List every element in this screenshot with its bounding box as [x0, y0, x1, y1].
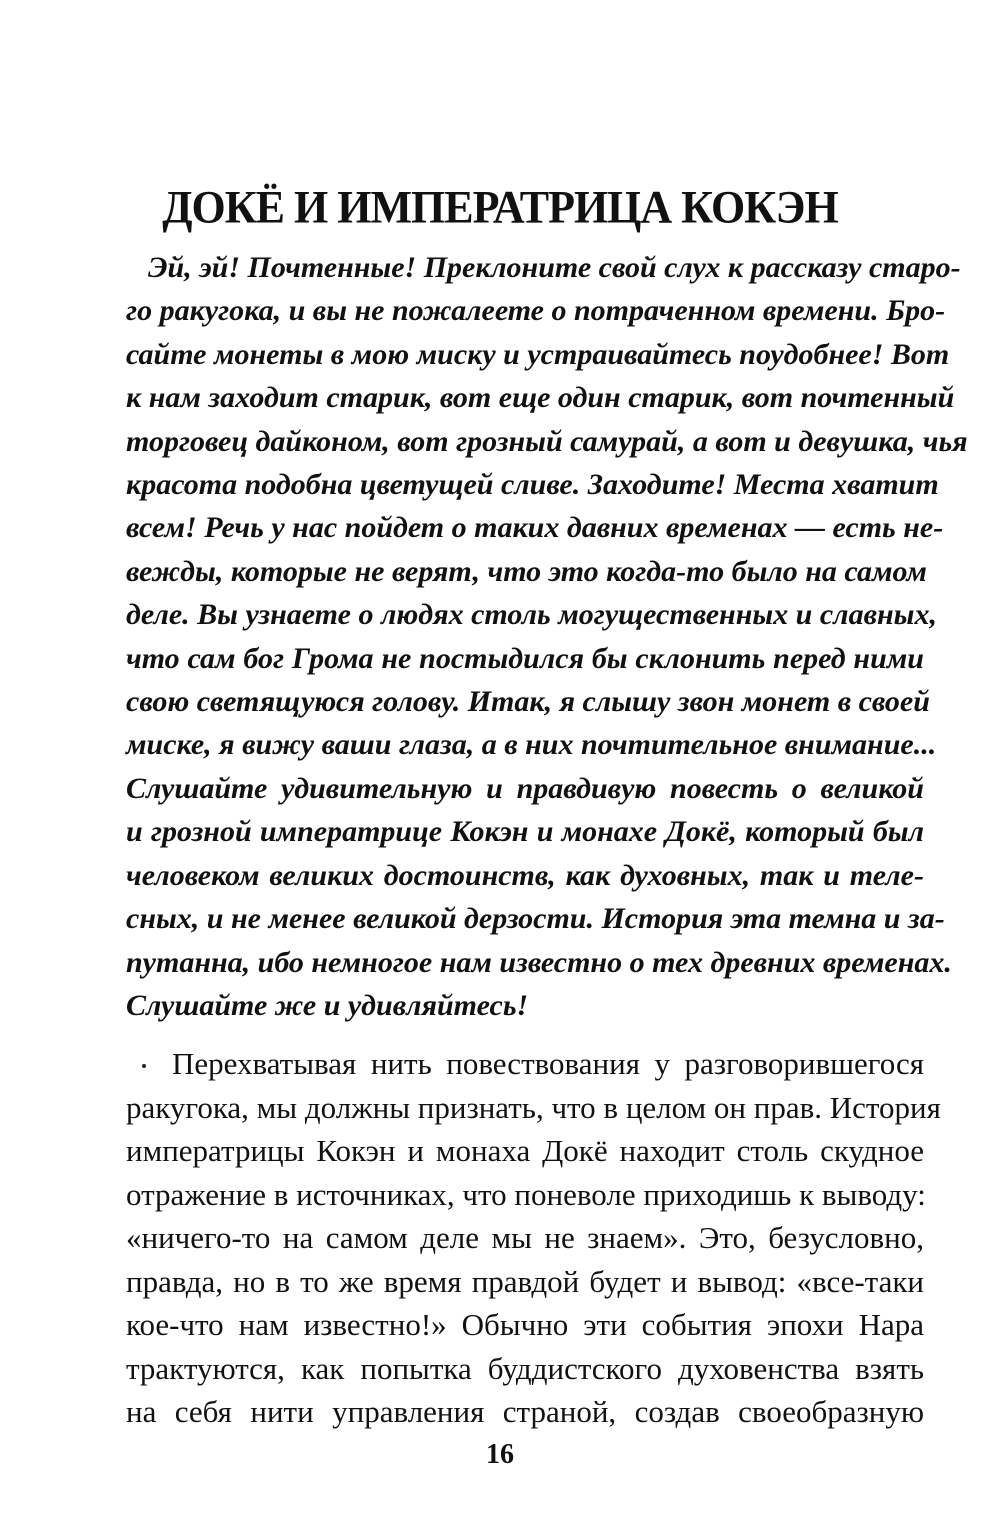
body-line: на себя нити управления страной, создав своеобразную: [126, 1394, 924, 1429]
epigraph-line: го ракугока, и вы не пожалеете о потраченном времени. Бро-: [126, 294, 946, 328]
epigraph-line: Слушайте же и удивляйтесь!: [126, 988, 529, 1022]
body-paragraph: [126, 1042, 941, 1434]
epigraph-line: всем! Речь у нас пойдет о таких давних временах — есть не-: [126, 511, 944, 545]
epigraph-line: что сам бог Грома не постыдился бы склонить перед ними: [126, 641, 924, 675]
epigraph-line: к нам заходит старик, вот еще один старик, вот почтенный: [126, 381, 955, 415]
epigraph-line: вежды, которые не верят, что это когда-то было на самом: [126, 554, 927, 588]
body-line: правда, но в то же время правдой будет и вывод: «все-таки: [126, 1263, 924, 1299]
body-line: ракугока, мы должны признать, что в целом он прав. История: [126, 1089, 941, 1125]
epigraph-line: миске, я вижу ваши глаза, а в них почтительное внимание...: [126, 728, 937, 762]
epigraph-line: путанна, ибо немногое нам известно о тех древних временах.: [126, 945, 952, 979]
epigraph: [126, 246, 968, 1027]
body-line: Перехватывая нить повествования у разговорившегося: [172, 1046, 924, 1081]
body-line: «ничего-то на самом деле мы не знаем». Это, безусловно,: [126, 1220, 924, 1255]
body-line: трактуются, как попытка буддистского духовенства взять: [126, 1350, 924, 1386]
epigraph-line: Слушайте удивительную и правдивую повесть о великой: [126, 771, 924, 805]
body-line: кое-что нам известно!» Обычно эти события эпохи Нара: [126, 1307, 924, 1342]
epigraph-line: сных, и не менее великой дерзости. История эта темна и за-: [126, 902, 945, 936]
epigraph-line: торговец дайконом, вот грозный самурай, а вот и девушка, чья: [126, 424, 968, 458]
page-number: 16: [486, 1439, 514, 1470]
epigraph-line: человеком великих достоинств, как духовных, так и теле-: [126, 858, 924, 892]
body-line: отражение в источниках, что поневоле приходишь к выводу:: [126, 1176, 926, 1212]
epigraph-line: деле. Вы узнаете о людях столь могущественных и славных,: [126, 598, 937, 632]
epigraph-line: и грозной императрице Кокэн и монахе Докё, который был: [126, 815, 924, 849]
epigraph-line: Эй, эй! Почтенные! Преклоните свой слух к рассказу старо-: [148, 251, 961, 284]
epigraph-line: свою светящуюся голову. Итак, я слышу звон монет в своей: [126, 685, 930, 719]
body-line: императрицы Кокэн и монаха Докё находит столь скудное: [126, 1133, 924, 1168]
epigraph-line: красота подобна цветущей сливе. Заходите! Места хватит: [126, 468, 939, 502]
chapter-title: ДОКЁ И ИМПЕРАТРИЦА КОКЭН: [162, 181, 838, 234]
epigraph-line: сайте монеты в мою миску и устраивайтесь поудобнее! Вот: [126, 337, 950, 371]
